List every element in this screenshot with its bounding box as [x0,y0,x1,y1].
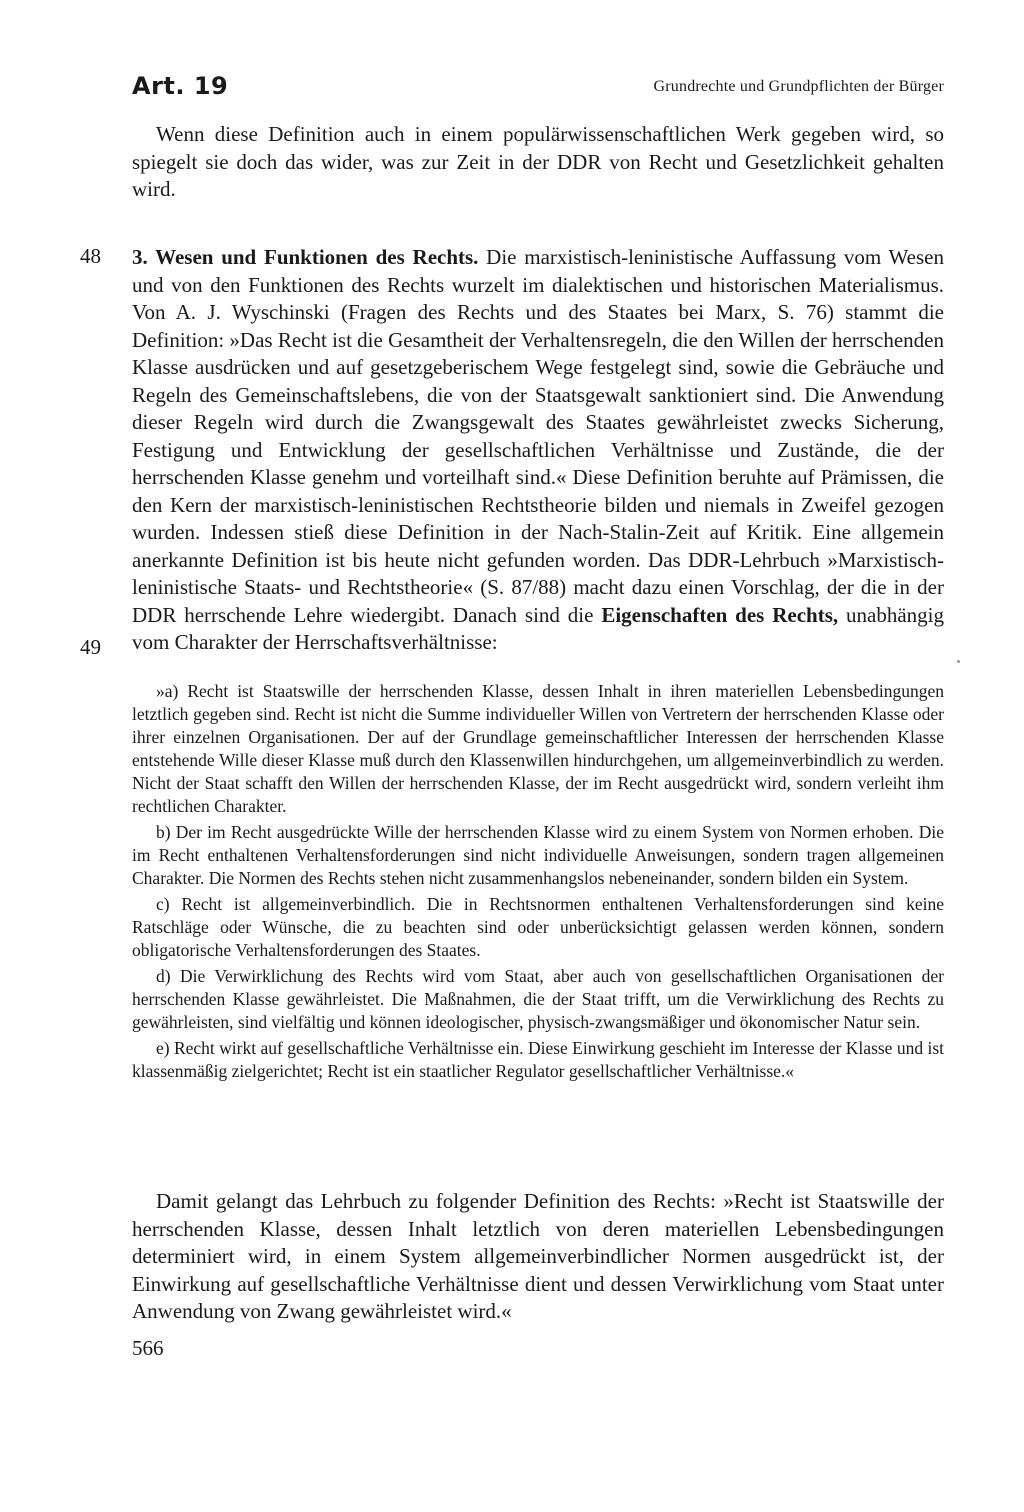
section-paragraph [132,244,944,657]
quote-item-a: »a) Recht ist Staatswille der herrschenden Klasse, dessen Inhalt in ihren materiellen Lebensbedingungen letztlich gegeben sind. Recht ist nicht die Summe individueller Willen von Vertretern der herrschenden Klasse oder ihrer einzelnen Organisationen. Der auf der Grundlage gemeinschaftlicher Interessen der herrschenden Klasse entstehende Wille dieser Klasse muß durch den Klassenwillen hindurchgehen, um allgemeinverbindlich zu werden. Nicht der Staat schafft den Willen der herrschenden Klasse, der im Recht ausgedrückt wird, sondern verleiht ihm rechtlichen Charakter. [132,681,944,816]
intro-paragraph: Wenn diese Definition auch in einem populärwissenschaftlichen Werk gegeben wird, so spiegelt sie doch das wider, was zur Zeit in der DDR von Recht und Gesetzlichkeit gehalten wird. [132,122,944,201]
section-heading: 3. Wesen und Funktionen des Rechts. [132,245,479,269]
page-number: 566 [132,1336,164,1360]
block-quote [132,680,944,1086]
section-text-part2: unabhängig vom Charakter der Herrschaftsverhältnisse: [132,602,944,654]
margin-number-49: 49 [80,635,101,659]
margin-dot [957,660,960,663]
running-head: Grundrechte und Grundpflichten der Bürger [653,78,944,95]
section-text-part1: Die marxistisch-leninistische Auffassung vom Wesen und von den Funktionen des Rechts wurzelt im dialektischen und historischen Materialismus. Von A. J. Wyschinski (Fragen des Rechts und des Staates bei Marx, S. 76) stammt die Definition: »Das Recht ist die Gesamtheit der Verhaltensregeln, die den Willen der herrschenden Klasse ausdrücken und auf gesetzgeberischem Wege festgelegt sind, sowie die Gebräuche und Regeln des Gemeinschaftslebens, die von der Staatsgewalt sanktioniert sind. Die Anwendung dieser Regeln wird durch die Zwangsgewalt des Staates gewährleistet zwecks Sicherung, Festigung und Entwicklung der gesellschaftlichen Verhältnisse und Zustände, die der herrschenden Klasse genehm und vorteilhaft sind.« Diese Definition beruhte auf Prämissen, die den Kern der marxistisch-leninistischen Rechtstheorie bilden und niemals in Zweifel gezogen wurden. Indessen stieß diese Definition in der Nach-Stalin-Zeit auf Kritik. Eine allgemein anerkannte Definition ist bis heute nicht gefunden worden. Das DDR-Lehrbuch »Marxistisch-leninistische Staats- und Rechtstheorie« (S. 87/88) macht dazu einen Vorschlag, der die in der DDR herrschende Lehre wiedergibt. Danach sind die [132,245,944,627]
closing-paragraph: Damit gelangt das Lehrbuch zu folgender Definition des Rechts: »Recht ist Staatswille der herrschenden Klasse, dessen Inhalt letztlich von deren materiellen Lebensbedingungen determiniert wird, in einem System allgemeinverbindlicher Normen ausgedrückt ist, der Einwirkung auf gesellschaftliche Verhältnisse dient und dessen Verwirklichung vom Staat unter Anwendung von Zwang gewährleistet wird.« [132,1189,944,1323]
margin-number-48: 48 [80,244,101,268]
article-label: Art. 19 [132,72,229,100]
quote-item-e: e) Recht wirkt auf gesellschaftliche Verhältnisse ein. Diese Einwirkung geschieht im Interesse der Klasse und ist klassenmäßig zielgerichtet; Recht ist ein staatlicher Regulator gesellschaftlicher Verhältnisse.« [132,1038,944,1081]
quote-item-d: d) Die Verwirklichung des Rechts wird vom Staat, aber auch von gesellschaftlichen Organisationen der herrschenden Klasse gewährleistet. Die Maßnahmen, die der Staat trifft, um die Verwirklichung des Rechts zu gewährleisten, sind vielfältig und können ideologischer, physisch-zwangsmäßiger und ökonomischer Natur sein. [132,966,944,1032]
quote-item-b: b) Der im Recht ausgedrückte Wille der herrschenden Klasse wird zu einem System von Normen erhoben. Die im Recht enthaltenen Verhaltensforderungen sind nicht individuelle Anweisungen, sondern tragen allgemeinen Charakter. Die Normen des Rechts stehen nicht zusammenhangslos nebeneinander, sondern bilden ein System. [132,822,944,888]
bold-phrase: Eigenschaften des Rechts, [601,602,839,627]
quote-item-c: c) Recht ist allgemeinverbindlich. Die in Rechtsnormen enthaltenen Verhaltensforderungen sind keine Ratschläge oder Wünsche, die zu beachten sind oder unberücksichtigt gelassen werden können, sondern obligatorische Verhaltensforderungen des Staates. [132,894,944,960]
